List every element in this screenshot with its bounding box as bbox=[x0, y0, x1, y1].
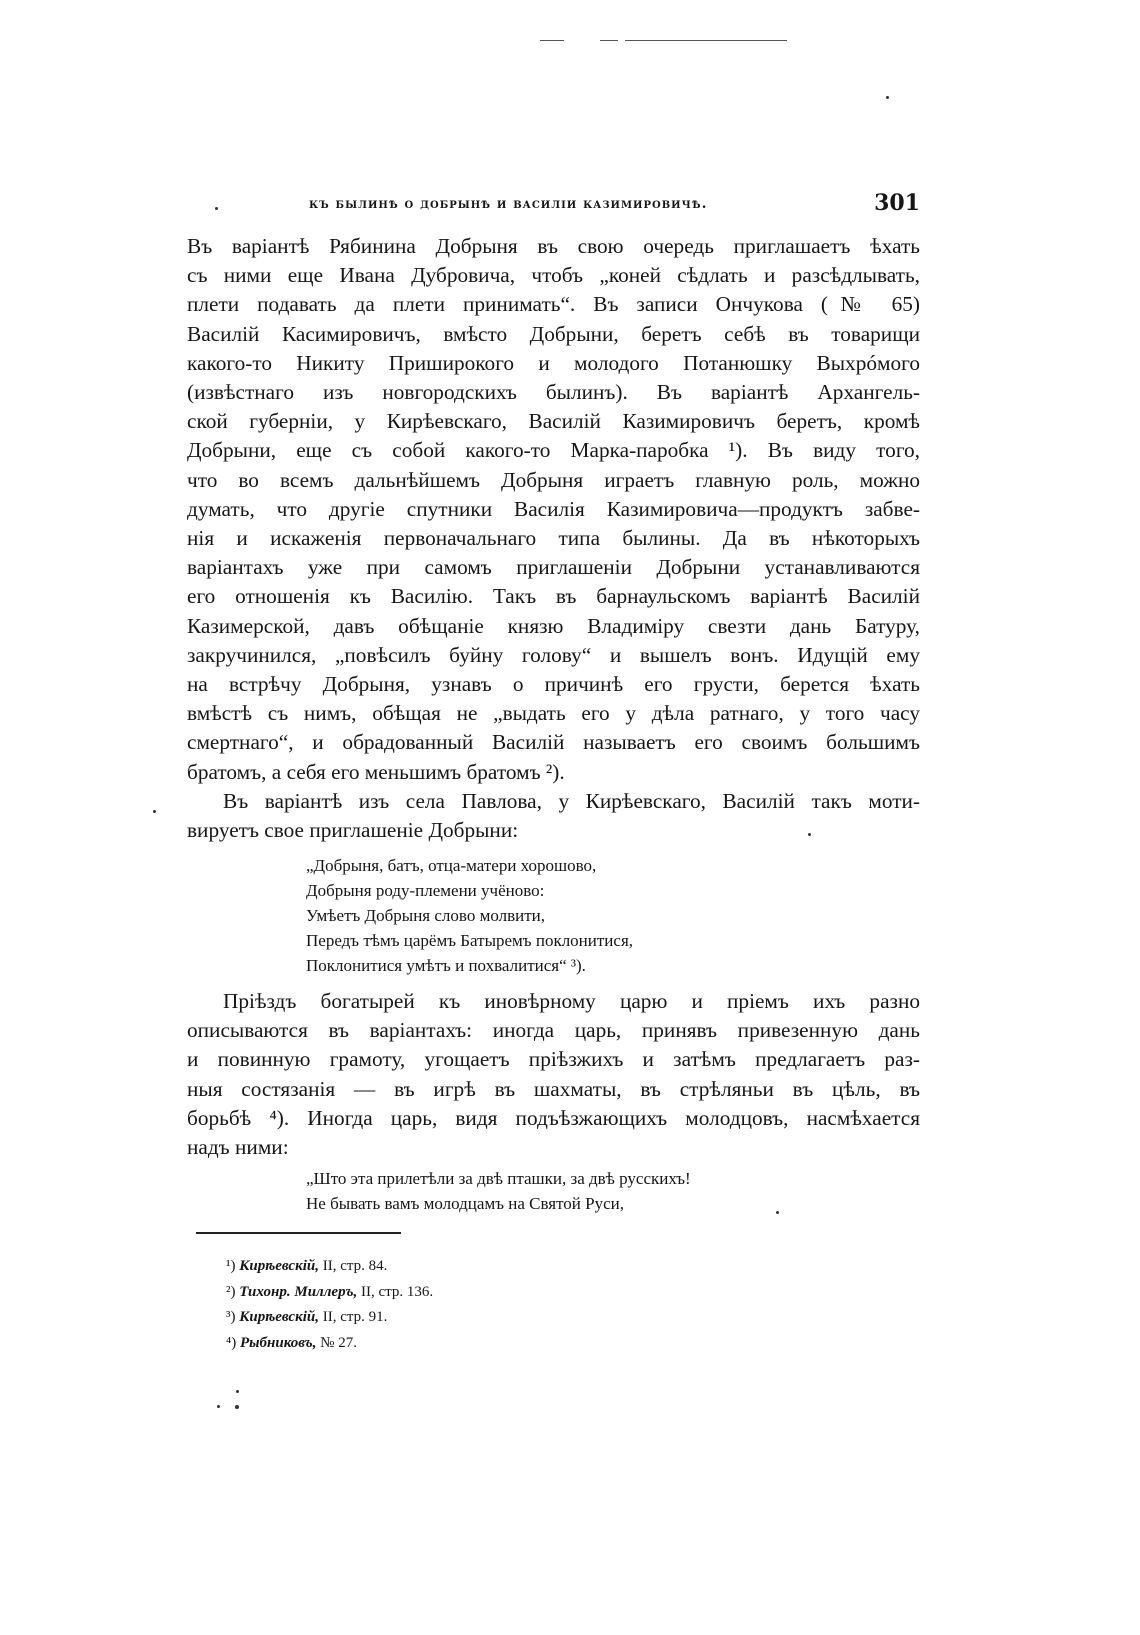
footnote-marker: ¹) bbox=[226, 1258, 236, 1274]
text-line: и повинную грамоту, угощаетъ пріѣзжихъ и затѣмъ предлагаетъ раз- bbox=[187, 1047, 920, 1072]
paragraph-2 bbox=[187, 787, 920, 845]
footnote-author: Кирѣевскій, bbox=[239, 1258, 319, 1274]
verse-quote-1 bbox=[306, 853, 633, 978]
scan-speck bbox=[217, 1405, 220, 1408]
scan-speck bbox=[235, 1405, 239, 1409]
footnote-author: Тихонр. Миллеръ, bbox=[239, 1283, 358, 1300]
text-line: Василій Касимировичъ, вмѣсто Добрыни, беретъ себѣ въ товарищи bbox=[187, 321, 920, 346]
text-line: что во всемъ дальнѣйшемъ Добрыня играетъ главную роль, можно bbox=[187, 467, 920, 492]
text-line: Пріѣздъ богатырей къ иновѣрному царю и пріемъ ихъ разно bbox=[223, 989, 920, 1013]
verse-line: „Добрыня, батъ, отца-матери хорошово, bbox=[306, 856, 597, 875]
footnote bbox=[226, 1254, 433, 1280]
verse-line: „Што эта прилетѣли за двѣ пташки, за двѣ русскихъ! bbox=[306, 1169, 691, 1188]
text-line: Въ варіантѣ Рябинина Добрыня въ свою очередь приглашаетъ ѣхать bbox=[187, 234, 920, 258]
text-line: какого-то Никиту Приширокого и молодого Потанюшку Выхрóмого bbox=[187, 350, 920, 375]
verse-line: Добрыня роду-племени учёново: bbox=[306, 881, 545, 900]
footnote bbox=[226, 1305, 433, 1331]
text-line: Казимерской, давъ обѣщаніе князю Владиміру свезти дань Батуру, bbox=[187, 613, 920, 638]
text-line: борьбѣ ⁴). Иногда царь, видя подъѣзжающихъ молодцовъ, насмѣхается bbox=[187, 1105, 920, 1130]
footnote-ref: II, стр. 136. bbox=[361, 1283, 434, 1300]
text-line: на встрѣчу Добрыня, узнавъ о причинѣ его грусти, берется ѣхать bbox=[187, 672, 920, 697]
scan-line-2 bbox=[600, 40, 618, 41]
text-line: вируетъ свое приглашеніе Добрыни: bbox=[187, 818, 519, 843]
text-line: закручинился, „повѣсилъ буйну голову“ и вышелъ вонъ. Идущій ему bbox=[187, 642, 920, 667]
scan-speck bbox=[236, 1390, 239, 1393]
footnote-author: Рыбниковъ, bbox=[239, 1334, 317, 1351]
text-line: братомъ, а себя его меньшимъ братомъ ²). bbox=[187, 759, 565, 784]
paragraph-3 bbox=[187, 987, 920, 1162]
text-line: думать, что другіе спутники Василія Казимировича—продуктъ забве- bbox=[187, 496, 920, 521]
verse-quote-2 bbox=[306, 1166, 691, 1216]
scan-speck bbox=[776, 1211, 779, 1214]
text-line: вмѣстѣ съ нимъ, обѣщая не „выдать его у дѣла ратнаго, у того часу bbox=[187, 701, 920, 726]
page-number: 301 bbox=[874, 190, 920, 216]
footnote-marker: ⁴) bbox=[226, 1334, 237, 1351]
footnote-ref: II, стр. 84. bbox=[322, 1258, 388, 1274]
text-line: ныя состязанія — въ игрѣ въ шахматы, въ стрѣляньи въ цѣль, въ bbox=[187, 1076, 920, 1101]
scan-line-3 bbox=[625, 40, 787, 41]
verse-line: Поклонитися умѣтъ и похвалитися“ ³). bbox=[306, 956, 586, 975]
footnote bbox=[226, 1331, 433, 1357]
running-title: къ былинѣ о добрынѣ и василіи казимировичѣ. bbox=[309, 196, 708, 212]
verse-line: Не бывать вамъ молодцамъ на Святой Руси, bbox=[306, 1194, 625, 1213]
footnote-marker: ³) bbox=[226, 1309, 236, 1325]
text-line: (извѣстнаго изъ новгородскихъ былинъ). Въ варіантѣ Архангель- bbox=[187, 380, 920, 405]
footnote-author: Кирѣевскій, bbox=[239, 1309, 319, 1325]
running-header bbox=[185, 190, 920, 220]
text-line: описываются въ варіантахъ: иногда царь, принявъ привезенную дань bbox=[187, 1018, 920, 1043]
text-line: ской губерніи, у Кирѣевскаго, Василій Казимировичъ беретъ, кромѣ bbox=[187, 409, 920, 434]
footnote-ref: № 27. bbox=[320, 1334, 357, 1351]
verse-line: Умѣетъ Добрыня слово молвити, bbox=[306, 906, 545, 925]
text-line: съ ними еще Ивана Дубровича, чтобъ „коней сѣдлать и разсѣдлывать, bbox=[187, 263, 920, 288]
text-line: Въ варіантѣ изъ села Павлова, у Кирѣевскаго, Василій такъ моти- bbox=[223, 789, 920, 813]
scan-speck bbox=[886, 96, 889, 99]
paragraph-1 bbox=[187, 232, 920, 787]
footnote bbox=[226, 1280, 433, 1306]
text-line: его отношенія къ Василію. Такъ въ барнаульскомъ варіантѣ Василій bbox=[187, 584, 920, 609]
text-line: варіантахъ уже при самомъ приглашеніи Добрыни устанавливаются bbox=[187, 555, 920, 580]
scan-line-1 bbox=[540, 40, 564, 41]
text-line: плети подавать да плети принимать“. Въ записи Ончукова (№ 65) bbox=[187, 292, 920, 317]
scan-speck bbox=[153, 810, 156, 813]
footnotes bbox=[226, 1254, 433, 1356]
footnote-divider bbox=[196, 1232, 401, 1234]
verse-line: Передъ тѣмъ царёмъ Батыремъ поклонитися, bbox=[306, 931, 634, 950]
text-line: смертнаго“, и обрадованный Василій называетъ его своимъ большимъ bbox=[187, 730, 920, 755]
text-line: нія и искаженія первоначальнаго типа былины. Да въ нѣкоторыхъ bbox=[187, 526, 920, 551]
text-line: Добрыни, еще съ собой какого-то Марка-паробка ¹). Въ виду того, bbox=[187, 438, 920, 463]
footnote-marker: ²) bbox=[226, 1283, 236, 1300]
text-line: надъ ними: bbox=[187, 1135, 289, 1160]
footnote-ref: II, стр. 91. bbox=[322, 1309, 388, 1325]
